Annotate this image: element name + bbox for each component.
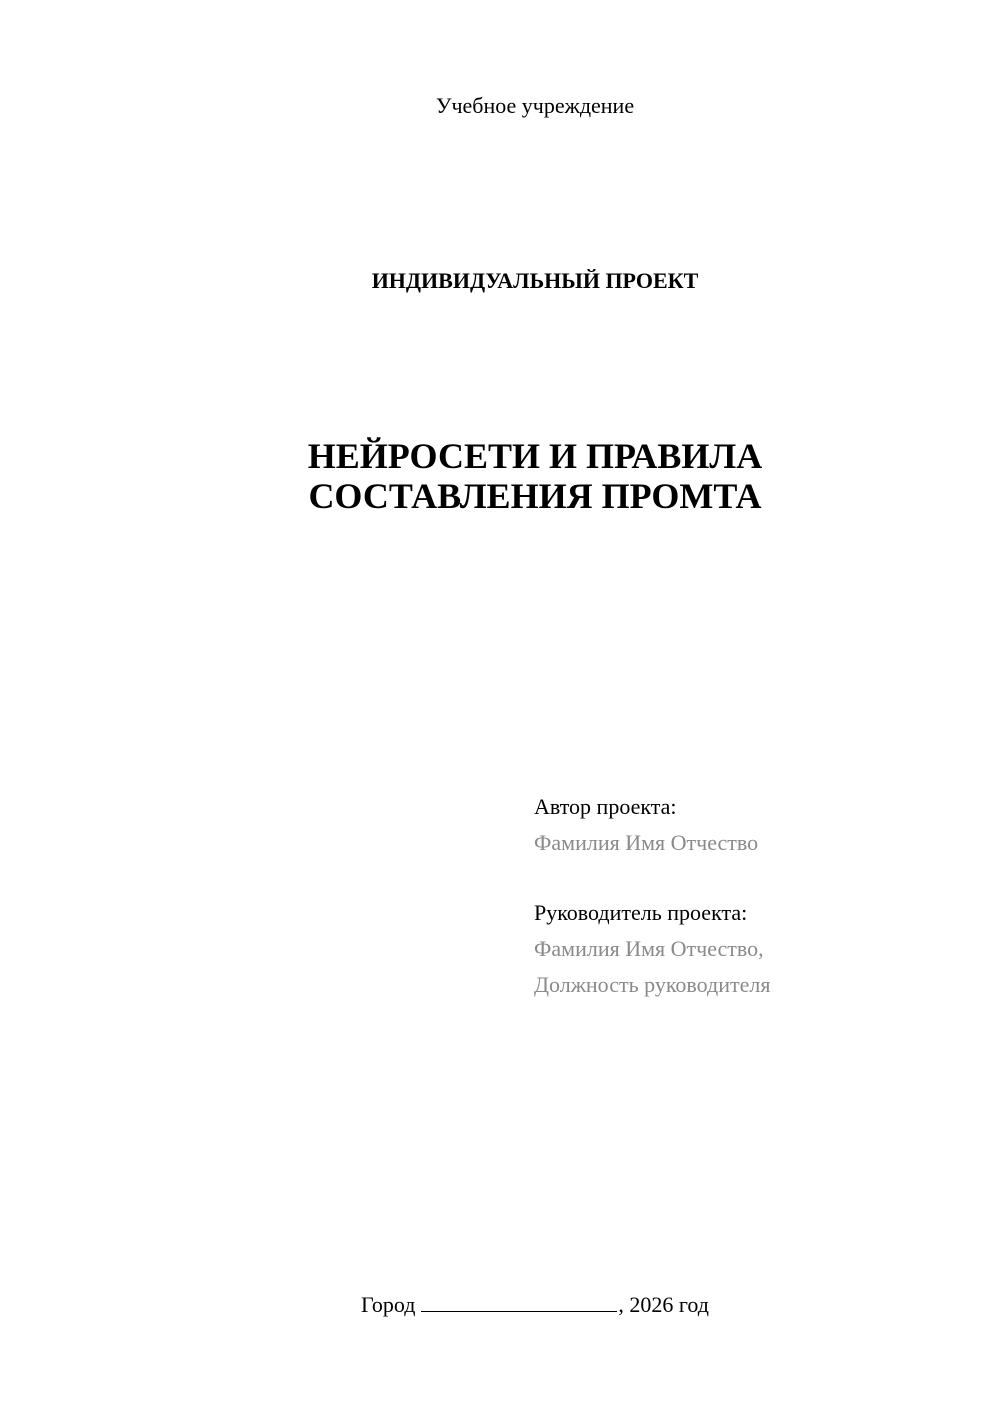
author-name-placeholder: Фамилия Имя Отчество <box>534 830 759 855</box>
city-blank-line <box>421 1291 617 1312</box>
city-label: Город <box>361 1292 416 1317</box>
project-info-block <box>534 789 770 1003</box>
city-year-line <box>0 1291 1000 1319</box>
year-text: , 2026 год <box>618 1292 709 1317</box>
supervisor-name-placeholder: Фамилия Имя Отчество, <box>534 936 764 961</box>
supervisor-position-placeholder: Должность руководителя <box>534 972 771 997</box>
info-spacer <box>534 861 770 895</box>
institution-name: Учебное учреждение <box>435 93 635 118</box>
project-title-line-2: СОСТАВЛЕНИЯ ПРОМТА <box>308 476 762 516</box>
project-type-heading: ИНДИВИДУАЛЬНЫЙ ПРОЕКТ <box>371 268 699 293</box>
project-title-line-1: НЕЙРОСЕТИ И ПРАВИЛА <box>307 436 763 476</box>
project-title <box>0 436 1000 516</box>
author-label: Автор проекта: <box>534 794 677 819</box>
supervisor-label: Руководитель проекта: <box>534 900 748 925</box>
